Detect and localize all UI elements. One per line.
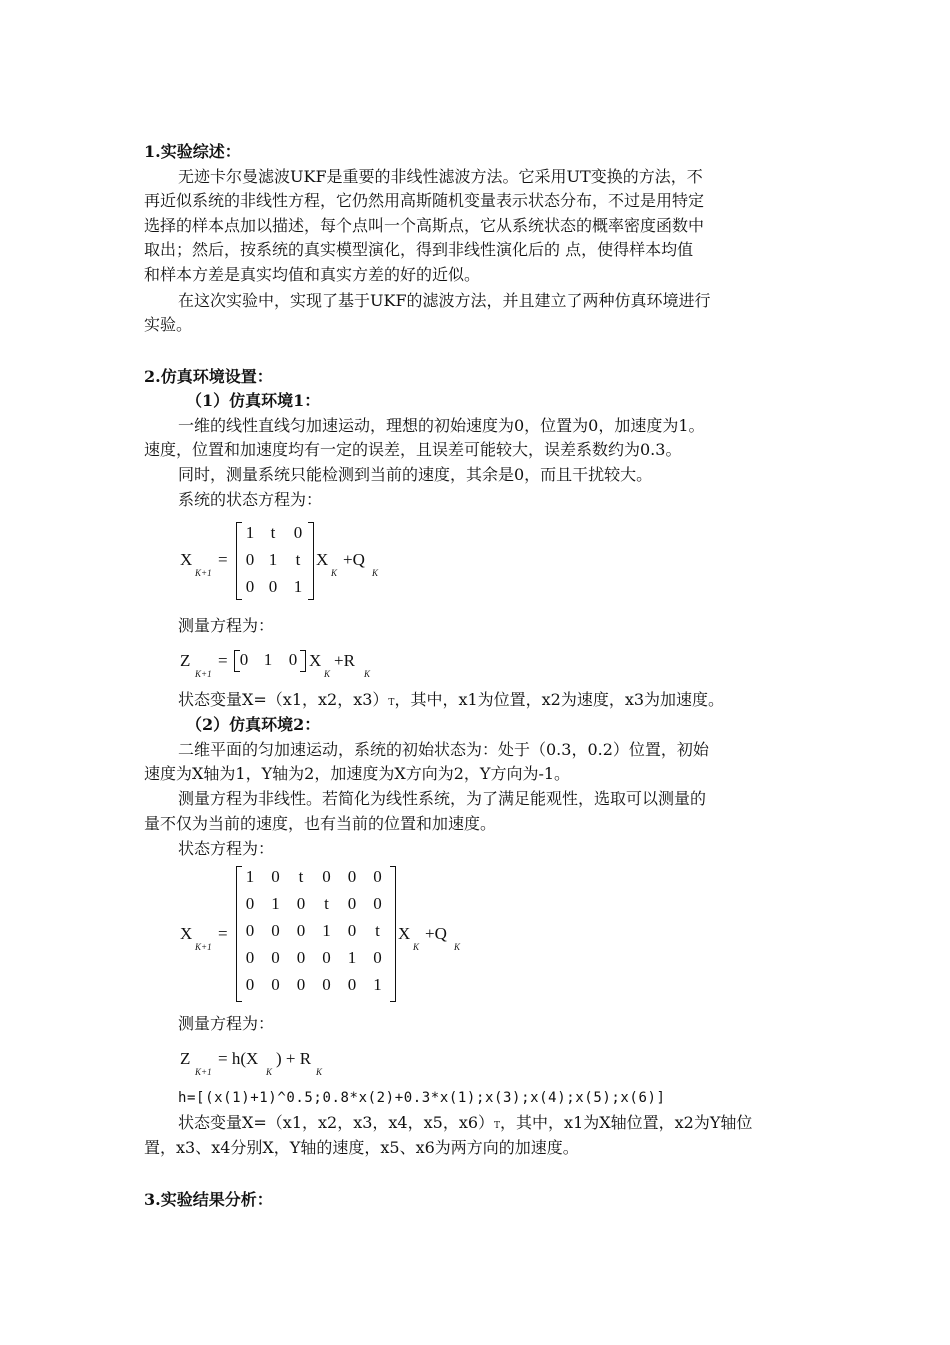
env2-meas-label: 测量方程为： <box>178 1014 275 1033</box>
eq-body: = h(X <box>218 1049 259 1068</box>
row-cell: 0 <box>239 650 249 669</box>
matrix-cell: 0 <box>373 894 382 913</box>
env2-line: 测量方程为非线性。若简化为线性系统，为了满足能观性，选取可以测量的 <box>178 789 707 808</box>
env2-line: 速度为X轴为1，Y轴为2，加速度为X方向为2，Y方向为-1。 <box>144 764 571 783</box>
matrix-cell: t <box>270 523 276 542</box>
state-var-text: 状态变量X=（x1，x2，x3） <box>178 690 389 709</box>
eq-lhs-sub: K+1 <box>195 942 212 952</box>
matrix-right-bracket <box>308 522 314 600</box>
matrix-cell: 0 <box>296 975 306 994</box>
eq-lhs-sub: K+1 <box>195 568 212 578</box>
matrix-cell: 0 <box>296 921 306 940</box>
eq-body-sub: K <box>266 1067 273 1077</box>
env1-line: 速度，位置和加速度均有一定的误差，且误差可能较大，误差系数约为0.3。 <box>144 440 682 459</box>
matrix-cell: 0 <box>296 948 306 967</box>
matrix-cell: 0 <box>268 577 278 596</box>
state-var-text: ，其中，x1为X轴位置，x2为Y轴位 <box>500 1113 753 1132</box>
paragraph-line: 选择的样本点加以描述，每个点叫一个高斯点，它从系统状态的概率密度函数中 <box>144 216 705 235</box>
transpose-mark: T <box>388 698 395 708</box>
matrix-cell: 1 <box>245 523 255 542</box>
paragraph-line: 取出；然后，按系统的真实模型演化，得到非线性演化后的 点，使得样本均值 <box>144 240 694 259</box>
paragraph-line: 无迹卡尔曼滤波UKF是重要的非线性滤波方法。它采用UT变换的方法，不 <box>178 167 703 186</box>
matrix-cell: 0 <box>322 975 331 994</box>
eq-equals: = <box>218 651 228 670</box>
matrix-cell: 1 <box>347 948 357 967</box>
matrix-cell: 0 <box>271 867 280 886</box>
eq-lhs: Z <box>180 651 191 670</box>
matrix-cell: 0 <box>347 867 357 886</box>
eq-rhs-x-sub: K <box>324 669 331 679</box>
eq-lhs: X <box>180 550 193 569</box>
eq-plus-q: +Q <box>343 550 365 569</box>
matrix-cell: 0 <box>271 948 280 967</box>
state-var-text: 状态变量X=（x1，x2，x3，x4，x5，x6） <box>178 1113 495 1132</box>
matrix-cell: 0 <box>373 867 382 886</box>
section-1-title: 1.实验综述： <box>144 142 241 161</box>
env2-state-variable <box>178 1112 848 1137</box>
paragraph-line: 实验。 <box>144 315 193 334</box>
matrix-cell: t <box>298 867 304 886</box>
env1-line: 系统的状态方程为： <box>178 490 323 509</box>
eq-r-sub: K <box>364 669 371 679</box>
matrix-cell: 0 <box>245 921 255 940</box>
env1-line: 同时，测量系统只能检测到当前的速度，其余是0，而且干扰较大。 <box>178 465 653 484</box>
matrix-cell: t <box>295 550 301 569</box>
transpose-mark: T <box>494 1121 501 1131</box>
row-cell: 1 <box>263 650 273 669</box>
eq-q-sub: K <box>454 942 461 952</box>
eq-rhs-x: X <box>398 924 411 943</box>
env2-line: 二维平面的匀加速运动，系统的初始状态为：处于（0.3，0.2）位置，初始 <box>178 740 709 759</box>
matrix-cell: 0 <box>322 867 331 886</box>
matrix-cell: 1 <box>293 577 303 596</box>
env1-state-variable <box>178 689 848 714</box>
env2-heading: （2）仿真环境2： <box>186 715 321 734</box>
matrix-cell: 0 <box>347 894 357 913</box>
eq-rhs-x-sub: K <box>413 942 420 952</box>
paragraph-line: 再近似系统的非线性方程，它仍然用高斯随机变量表示状态分布，不过是用特定 <box>144 191 705 210</box>
eq-lhs-sub: K+1 <box>195 669 212 679</box>
eq-q-sub: K <box>372 568 379 578</box>
paragraph-line: 和样本方差是真实均值和真实方差的好的近似。 <box>144 265 481 284</box>
eq-plus-r: +R <box>334 651 355 670</box>
matrix-cell: 0 <box>373 948 382 967</box>
matrix-cell: 1 <box>322 921 331 940</box>
matrix-cell: 0 <box>245 975 255 994</box>
matrix-cell: 0 <box>322 948 331 967</box>
matrix-cell: 0 <box>347 921 357 940</box>
eq-plus-q: +Q <box>425 924 447 943</box>
matrix-cell: 1 <box>268 550 278 569</box>
matrix-cell: 0 <box>271 975 280 994</box>
eq-tail: ) + R <box>276 1049 312 1068</box>
row-cell: 0 <box>288 650 298 669</box>
matrix-cell: 0 <box>245 948 255 967</box>
h-function-code: h=[(x(1)+1)^0.5;0.8*x(2)+0.3*x(1);x(3);x(4);x(5);x(6)] <box>178 1090 666 1106</box>
row-right-bracket <box>300 650 306 672</box>
matrix-cell: 1 <box>245 867 255 886</box>
eq-equals: = <box>218 550 228 569</box>
env2-state-variable-cont: 置，x3、x4分别X，Y轴的速度，x5、x6为两方向的加速度。 <box>144 1138 579 1157</box>
eq-lhs: X <box>180 924 193 943</box>
section-2-title: 2.仿真环境设置： <box>144 367 273 386</box>
matrix-cell: 0 <box>271 921 280 940</box>
paragraph-line: 在这次实验中，实现了基于UKF的滤波方法，并且建立了两种仿真环境进行 <box>178 291 711 310</box>
matrix-right-bracket <box>390 866 396 1002</box>
matrix-cell: 0 <box>347 975 357 994</box>
env1-meas-label: 测量方程为： <box>178 616 275 635</box>
matrix-cell: 0 <box>296 894 306 913</box>
matrix-cell: 1 <box>271 894 280 913</box>
eq-rhs-x-sub: K <box>331 568 338 578</box>
env1-line: 一维的线性直线匀加速运动，理想的初始速度为0，位置为0，加速度为1。 <box>178 416 705 435</box>
section-3-title: 3.实验结果分析： <box>144 1190 273 1209</box>
eq-rhs-x: X <box>309 651 322 670</box>
eq-lhs-sub: K+1 <box>195 1067 212 1077</box>
matrix-cell: 0 <box>293 523 303 542</box>
env2-line: 状态方程为： <box>178 839 275 858</box>
matrix-cell: t <box>375 921 380 940</box>
env2-line: 量不仅为当前的速度，也有当前的位置和加速度。 <box>144 814 497 833</box>
matrix-cell: t <box>324 894 329 913</box>
state-var-text: ，其中，x1为位置，x2为速度，x3为加速度。 <box>394 690 725 709</box>
env1-heading: （1）仿真环境1： <box>186 391 321 410</box>
eq-lhs: Z <box>180 1049 191 1068</box>
eq-rhs-x: X <box>316 550 329 569</box>
matrix-cell: 1 <box>373 975 382 994</box>
eq-equals: = <box>218 924 228 943</box>
matrix-cell: 0 <box>245 550 255 569</box>
matrix-cell: 0 <box>245 577 255 596</box>
matrix-cell: 0 <box>245 894 255 913</box>
eq-tail-sub: K <box>316 1067 323 1077</box>
